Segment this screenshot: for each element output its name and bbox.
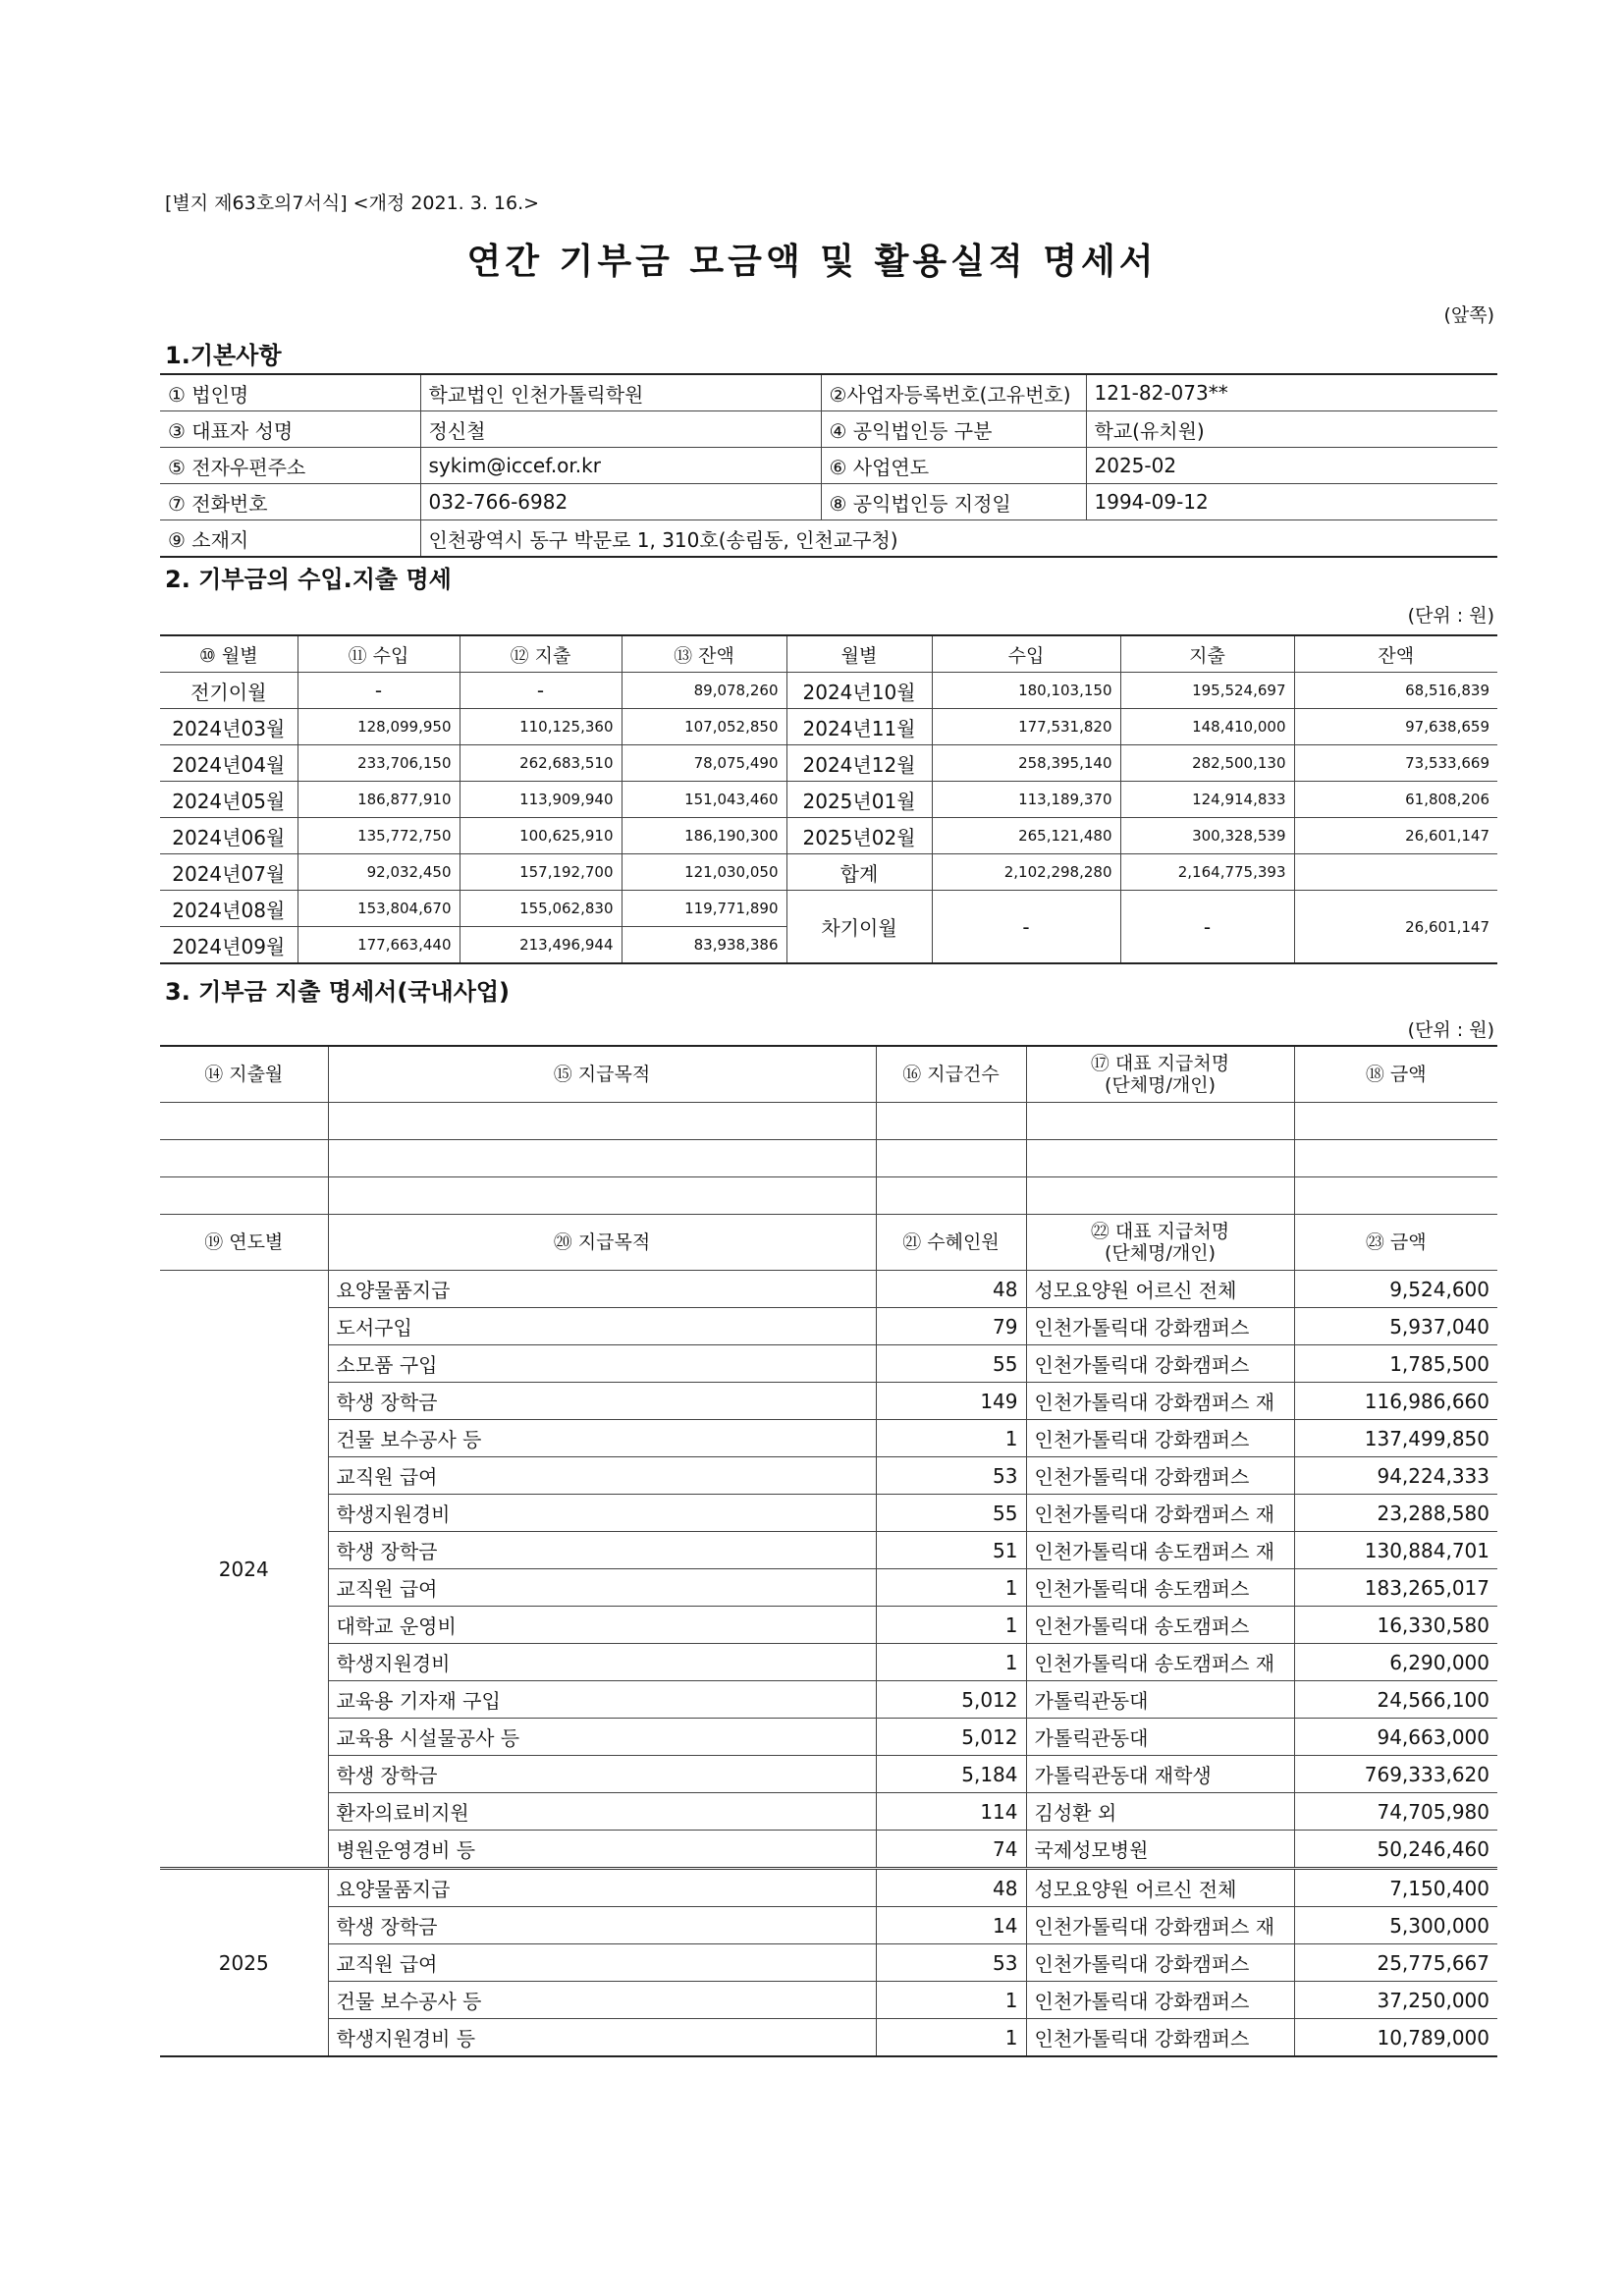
expense-row [160, 1345, 1497, 1383]
balance-cell [1294, 854, 1497, 891]
month-cell: 2024년08월 [160, 891, 298, 927]
month-cell: 2024년12월 [786, 745, 932, 782]
income-cell: 265,121,480 [932, 818, 1120, 854]
income-cell: 128,099,950 [298, 709, 460, 745]
purpose-cell: 교직원 급여 [328, 1944, 876, 1982]
payee-cell: 인천가톨릭대 강화캠퍼스 재 [1026, 1907, 1294, 1944]
expense-row [160, 1569, 1497, 1607]
income-cell: 153,804,670 [298, 891, 460, 927]
amount-cell: 5,937,040 [1294, 1308, 1497, 1345]
blank-row [160, 1177, 1497, 1215]
amount-cell: 137,499,850 [1294, 1420, 1497, 1457]
month-cell: 2024년09월 [160, 927, 298, 964]
purpose-cell: 학생 장학금 [328, 1756, 876, 1793]
blank-cell [160, 1140, 328, 1177]
column-header: 지출 [1120, 635, 1294, 673]
income-row [160, 709, 1497, 745]
amount-cell: 50,246,460 [1294, 1831, 1497, 1869]
purpose-cell: 학생 장학금 [328, 1907, 876, 1944]
count-cell: 1 [876, 1607, 1026, 1644]
basic-info-row [160, 374, 1497, 411]
balance-cell: 119,771,890 [622, 891, 786, 927]
amount-cell: 9,524,600 [1294, 1271, 1497, 1308]
expense-unit: (단위 : 원) [1407, 1019, 1494, 1041]
expense-cell: - [460, 673, 622, 709]
balance-cell: 73,533,669 [1294, 745, 1497, 782]
amount-cell: 74,705,980 [1294, 1793, 1497, 1831]
expense-cell: 213,496,944 [460, 927, 622, 964]
expense-cell: 124,914,833 [1120, 782, 1294, 818]
field-value: 1994-09-12 [1086, 484, 1497, 520]
count-cell: 5,184 [876, 1756, 1026, 1793]
address-row [160, 520, 1497, 558]
month-cell: 2024년06월 [160, 818, 298, 854]
payee-cell: 인천가톨릭대 강화캠퍼스 재 [1026, 1495, 1294, 1532]
income-unit: (단위 : 원) [1407, 605, 1494, 627]
field-label: ① 법인명 [160, 374, 420, 411]
column-header: ㉑ 수혜인원 [876, 1215, 1026, 1271]
column-header: 수입 [932, 635, 1120, 673]
expense-row [160, 1457, 1497, 1495]
document-title: 연간 기부금 모금액 및 활용실적 명세서 [466, 242, 1158, 282]
payee-cell: 인천가톨릭대 강화캠퍼스 [1026, 1944, 1294, 1982]
payee-cell: 인천가톨릭대 강화캠퍼스 [1026, 2019, 1294, 2057]
expense-row [160, 1271, 1497, 1308]
blank-cell [1026, 1177, 1294, 1215]
column-header: ⑱ 금액 [1294, 1046, 1497, 1103]
amount-cell: 16,330,580 [1294, 1607, 1497, 1644]
amount-cell: 24,566,100 [1294, 1681, 1497, 1719]
expense-cell: 262,683,510 [460, 745, 622, 782]
column-header: ⑬ 잔액 [622, 635, 786, 673]
expense-detail-table [160, 1045, 1497, 2057]
column-header: ⑭ 지출월 [160, 1046, 328, 1103]
blank-cell [160, 1103, 328, 1140]
expense-row [160, 1420, 1497, 1457]
field-value: 정신철 [420, 411, 821, 448]
payee-header-line: ㉒ 대표 지급처명 [1090, 1221, 1230, 1242]
expense-row [160, 1681, 1497, 1719]
column-header: ⑳ 지급목적 [328, 1215, 876, 1271]
purpose-cell: 소모품 구입 [328, 1345, 876, 1383]
payee-cell: 성모요양원 어르신 전체 [1026, 1271, 1294, 1308]
payee-cell: 인천가톨릭대 송도캠퍼스 [1026, 1569, 1294, 1607]
count-cell: 53 [876, 1457, 1026, 1495]
column-header: ⑮ 지급목적 [328, 1046, 876, 1103]
income-expense-table [160, 634, 1497, 964]
purpose-cell: 학생 장학금 [328, 1532, 876, 1569]
column-header [1026, 1046, 1294, 1103]
income-row [160, 818, 1497, 854]
count-cell: 114 [876, 1793, 1026, 1831]
count-cell: 1 [876, 2019, 1026, 2057]
blank-cell [1294, 1177, 1497, 1215]
blank-cell [1026, 1103, 1294, 1140]
purpose-cell: 건물 보수공사 등 [328, 1420, 876, 1457]
blank-cell [328, 1103, 876, 1140]
expense-cell: 148,410,000 [1120, 709, 1294, 745]
balance-cell: 151,043,460 [622, 782, 786, 818]
month-cell: 2024년10월 [786, 673, 932, 709]
payee-cell: 김성환 외 [1026, 1793, 1294, 1831]
field-label: ⑤ 전자우편주소 [160, 448, 420, 484]
expense-row [160, 1607, 1497, 1644]
field-value: 121-82-073** [1086, 374, 1497, 411]
balance-cell: 121,030,050 [622, 854, 786, 891]
expense-row [160, 1793, 1497, 1831]
purpose-cell: 요양물품지급 [328, 1869, 876, 1907]
basic-info-row [160, 448, 1497, 484]
purpose-cell: 교육용 기자재 구입 [328, 1681, 876, 1719]
payee-cell: 가톨릭관동대 [1026, 1681, 1294, 1719]
income-cell: 258,395,140 [932, 745, 1120, 782]
count-cell: 51 [876, 1532, 1026, 1569]
column-header [1026, 1215, 1294, 1271]
amount-cell: 94,224,333 [1294, 1457, 1497, 1495]
purpose-cell: 학생지원경비 등 [328, 2019, 876, 2057]
section-income-title: 2. 기부금의 수입.지출 명세 [165, 566, 452, 593]
amount-cell: 25,775,667 [1294, 1944, 1497, 1982]
payee-cell: 인천가톨릭대 송도캠퍼스 [1026, 1607, 1294, 1644]
blank-cell [876, 1140, 1026, 1177]
purpose-cell: 교육용 시설물공사 등 [328, 1719, 876, 1756]
balance-cell: 68,516,839 [1294, 673, 1497, 709]
income-cell: 92,032,450 [298, 854, 460, 891]
payee-header-sub: (단체명/개인) [1105, 1242, 1216, 1264]
payee-cell: 인천가톨릭대 강화캠퍼스 [1026, 1982, 1294, 2019]
expense-row [160, 1719, 1497, 1756]
count-cell: 48 [876, 1271, 1026, 1308]
field-label: ⑦ 전화번호 [160, 484, 420, 520]
blank-cell [328, 1140, 876, 1177]
front-side-label: (앞쪽) [1443, 304, 1494, 326]
carry-balance-cell: 26,601,147 [1294, 891, 1497, 964]
column-header: ⑩ 월별 [160, 635, 298, 673]
payee-cell: 국제성모병원 [1026, 1831, 1294, 1869]
column-header: ⑯ 지급건수 [876, 1046, 1026, 1103]
carry-expense-cell: - [1120, 891, 1294, 964]
amount-cell: 130,884,701 [1294, 1532, 1497, 1569]
field-label: ⑥ 사업연도 [821, 448, 1086, 484]
payee-cell: 인천가톨릭대 강화캠퍼스 재 [1026, 1383, 1294, 1420]
blank-row [160, 1103, 1497, 1140]
income-cell: 135,772,750 [298, 818, 460, 854]
expense-row [160, 1308, 1497, 1345]
expense-row [160, 1831, 1497, 1869]
month-cell: 2024년11월 [786, 709, 932, 745]
purpose-cell: 병원운영경비 등 [328, 1831, 876, 1869]
purpose-cell: 환자의료비지원 [328, 1793, 876, 1831]
count-cell: 48 [876, 1869, 1026, 1907]
count-cell: 1 [876, 1982, 1026, 2019]
section-expense-title: 3. 기부금 지출 명세서(국내사업) [165, 978, 511, 1006]
field-value: 학교(유치원) [1086, 411, 1497, 448]
column-header: 잔액 [1294, 635, 1497, 673]
amount-cell: 116,986,660 [1294, 1383, 1497, 1420]
count-cell: 14 [876, 1907, 1026, 1944]
payee-cell: 인천가톨릭대 강화캠퍼스 [1026, 1345, 1294, 1383]
blank-row [160, 1140, 1497, 1177]
amount-cell: 1,785,500 [1294, 1345, 1497, 1383]
month-cell: 2025년01월 [786, 782, 932, 818]
balance-cell: 97,638,659 [1294, 709, 1497, 745]
address-value: 인천광역시 동구 박문로 1, 310호(송림동, 인천교구청) [420, 520, 1497, 558]
expense-row [160, 1495, 1497, 1532]
expense-cell: 110,125,360 [460, 709, 622, 745]
purpose-cell: 학생지원경비 [328, 1644, 876, 1681]
count-cell: 1 [876, 1569, 1026, 1607]
address-label: ⑨ 소재지 [160, 520, 420, 558]
blank-cell [328, 1177, 876, 1215]
count-cell: 55 [876, 1345, 1026, 1383]
expense-row [160, 2019, 1497, 2057]
income-cell: 233,706,150 [298, 745, 460, 782]
count-cell: 79 [876, 1308, 1026, 1345]
payee-cell: 성모요양원 어르신 전체 [1026, 1869, 1294, 1907]
blank-cell [876, 1103, 1026, 1140]
count-cell: 53 [876, 1944, 1026, 1982]
payee-cell: 인천가톨릭대 강화캠퍼스 [1026, 1308, 1294, 1345]
purpose-cell: 대학교 운영비 [328, 1607, 876, 1644]
field-value: 2025-02 [1086, 448, 1497, 484]
purpose-cell: 요양물품지급 [328, 1271, 876, 1308]
count-cell: 74 [876, 1831, 1026, 1869]
expense-row [160, 1756, 1497, 1793]
amount-cell: 183,265,017 [1294, 1569, 1497, 1607]
expense-row [160, 1644, 1497, 1681]
expense-cell: 100,625,910 [460, 818, 622, 854]
field-label: ④ 공익법인등 구분 [821, 411, 1086, 448]
purpose-cell: 학생 장학금 [328, 1383, 876, 1420]
count-cell: 5,012 [876, 1681, 1026, 1719]
balance-cell: 83,938,386 [622, 927, 786, 964]
balance-cell: 78,075,490 [622, 745, 786, 782]
amount-cell: 5,300,000 [1294, 1907, 1497, 1944]
income-cell: 186,877,910 [298, 782, 460, 818]
amount-cell: 10,789,000 [1294, 2019, 1497, 2057]
section-basic-title: 1.기본사항 [165, 342, 282, 369]
amount-cell: 6,290,000 [1294, 1644, 1497, 1681]
expense-cell: 282,500,130 [1120, 745, 1294, 782]
expense-row [160, 1532, 1497, 1569]
income-row [160, 854, 1497, 891]
month-cell: 합계 [786, 854, 932, 891]
expense-row [160, 1907, 1497, 1944]
count-cell: 55 [876, 1495, 1026, 1532]
field-value: 032-766-6982 [420, 484, 821, 520]
expense-cell: 113,909,940 [460, 782, 622, 818]
income-row [160, 745, 1497, 782]
year-cell: 2024 [160, 1271, 328, 1869]
expense-cell: 2,164,775,393 [1120, 854, 1294, 891]
expense-row [160, 1383, 1497, 1420]
month-cell: 전기이월 [160, 673, 298, 709]
payee-cell: 인천가톨릭대 강화캠퍼스 [1026, 1420, 1294, 1457]
amount-cell: 23,288,580 [1294, 1495, 1497, 1532]
field-value: 학교법인 인천가톨릭학원 [420, 374, 821, 411]
income-cell: 177,663,440 [298, 927, 460, 964]
count-cell: 5,012 [876, 1719, 1026, 1756]
basic-info-row [160, 411, 1497, 448]
income-header-row [160, 635, 1497, 673]
income-row [160, 782, 1497, 818]
expense-row [160, 1869, 1497, 1907]
count-cell: 1 [876, 1644, 1026, 1681]
count-cell: 1 [876, 1420, 1026, 1457]
expense-cell: 195,524,697 [1120, 673, 1294, 709]
month-cell: 2024년04월 [160, 745, 298, 782]
expense-row [160, 1944, 1497, 1982]
amount-cell: 37,250,000 [1294, 1982, 1497, 2019]
month-cell: 2024년03월 [160, 709, 298, 745]
balance-cell: 26,601,147 [1294, 818, 1497, 854]
amount-cell: 94,663,000 [1294, 1719, 1497, 1756]
basic-info-table [160, 373, 1497, 558]
expense-cell: 300,328,539 [1120, 818, 1294, 854]
blank-cell [1026, 1140, 1294, 1177]
expense-cell: 157,192,700 [460, 854, 622, 891]
field-label: ②사업자등록번호(고유번호) [821, 374, 1086, 411]
column-header: ⑫ 지출 [460, 635, 622, 673]
field-label: ③ 대표자 성명 [160, 411, 420, 448]
form-reference: [별지 제63호의7서식] <개정 2021. 3. 16.> [165, 192, 540, 214]
blank-cell [876, 1177, 1026, 1215]
blank-cell [160, 1177, 328, 1215]
income-row [160, 891, 1497, 927]
carry-income-cell: - [932, 891, 1120, 964]
year-cell: 2025 [160, 1869, 328, 2057]
count-cell: 149 [876, 1383, 1026, 1420]
income-cell: 177,531,820 [932, 709, 1120, 745]
income-cell: 180,103,150 [932, 673, 1120, 709]
payee-cell: 인천가톨릭대 강화캠퍼스 [1026, 1457, 1294, 1495]
field-label: ⑧ 공익법인등 지정일 [821, 484, 1086, 520]
payee-cell: 가톨릭관동대 재학생 [1026, 1756, 1294, 1793]
payee-cell: 인천가톨릭대 송도캠퍼스 재 [1026, 1644, 1294, 1681]
income-cell: 2,102,298,280 [932, 854, 1120, 891]
basic-info-row [160, 484, 1497, 520]
month-cell: 2024년05월 [160, 782, 298, 818]
purpose-cell: 건물 보수공사 등 [328, 1982, 876, 2019]
payee-header-sub: (단체명/개인) [1105, 1074, 1216, 1096]
column-header: ㉓ 금액 [1294, 1215, 1497, 1271]
field-value: sykim@iccef.or.kr [420, 448, 821, 484]
amount-cell: 7,150,400 [1294, 1869, 1497, 1907]
purpose-cell: 도서구입 [328, 1308, 876, 1345]
blank-cell [1294, 1103, 1497, 1140]
year-header-row [160, 1215, 1497, 1271]
blank-cell [1294, 1140, 1497, 1177]
month-cell: 2024년07월 [160, 854, 298, 891]
payee-cell: 가톨릭관동대 [1026, 1719, 1294, 1756]
purpose-cell: 교직원 급여 [328, 1457, 876, 1495]
column-header: 월별 [786, 635, 932, 673]
column-header: ⑪ 수입 [298, 635, 460, 673]
purpose-cell: 교직원 급여 [328, 1569, 876, 1607]
expense-row [160, 1982, 1497, 2019]
payee-header-line: ⑰ 대표 지급처명 [1090, 1053, 1230, 1074]
payee-cell: 인천가톨릭대 송도캠퍼스 재 [1026, 1532, 1294, 1569]
expense-cell: 155,062,830 [460, 891, 622, 927]
month-cell: 2025년02월 [786, 818, 932, 854]
column-header: ⑲ 연도별 [160, 1215, 328, 1271]
income-cell: 113,189,370 [932, 782, 1120, 818]
balance-cell: 107,052,850 [622, 709, 786, 745]
income-row [160, 673, 1497, 709]
balance-cell: 186,190,300 [622, 818, 786, 854]
expense-header-row [160, 1046, 1497, 1103]
amount-cell: 769,333,620 [1294, 1756, 1497, 1793]
balance-cell: 89,078,260 [622, 673, 786, 709]
balance-cell: 61,808,206 [1294, 782, 1497, 818]
income-cell: - [298, 673, 460, 709]
carry-month-cell: 차기이월 [786, 891, 932, 964]
purpose-cell: 학생지원경비 [328, 1495, 876, 1532]
